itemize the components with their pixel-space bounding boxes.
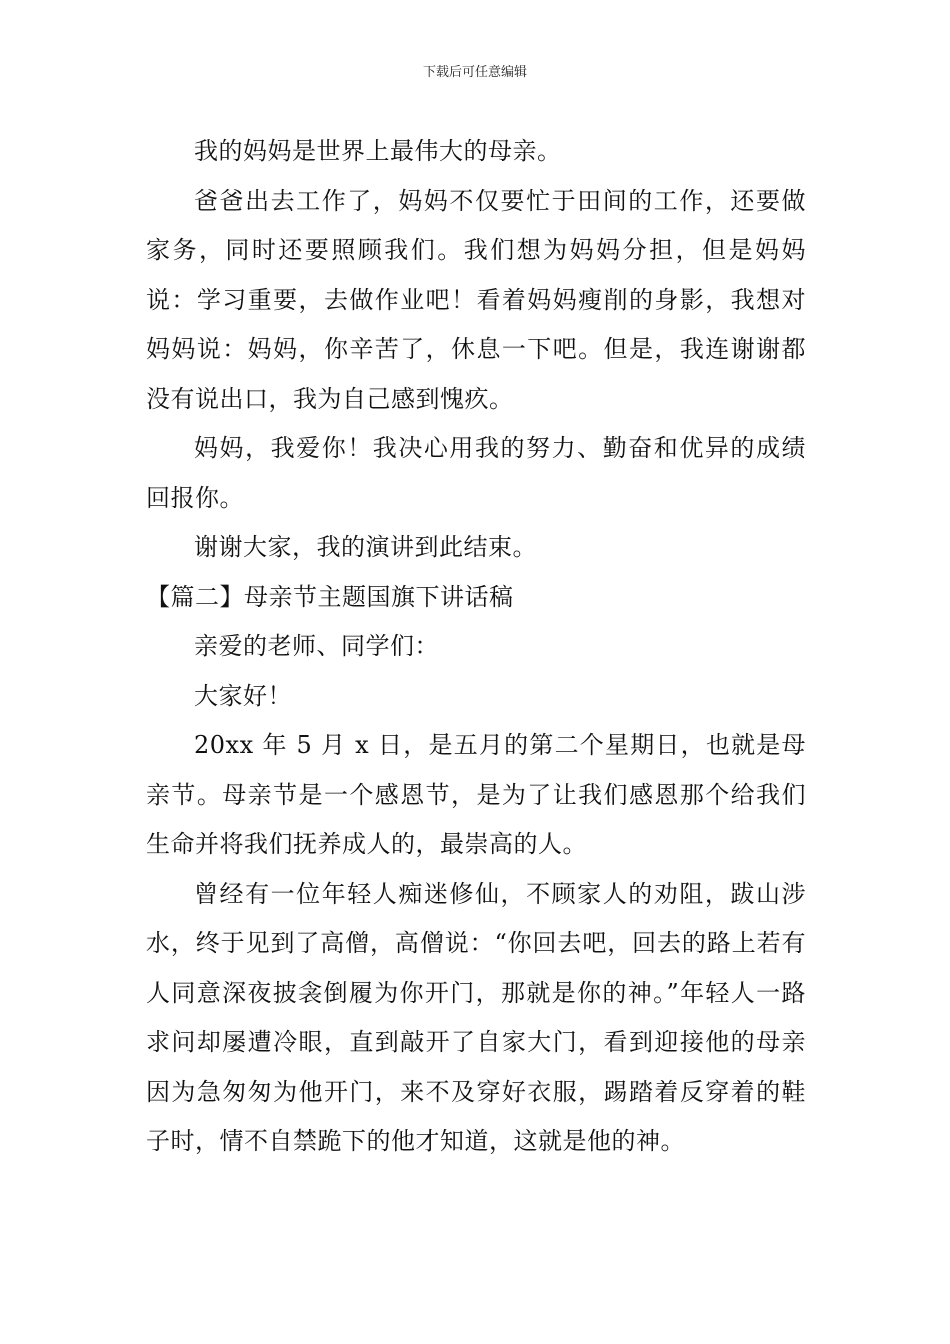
paragraph-4: 谢谢大家，我的演讲到此结束。 bbox=[194, 533, 537, 561]
section-heading: 【篇二】母亲节主题国旗下讲话稿 bbox=[146, 582, 514, 611]
paragraph-2: 爸爸出去工作了，妈妈不仅要忙于田间的工作，还要做家务，同时还要照顾我们。我们想为妈妈分担，但是妈妈说：学习重要，去做作业吧！看着妈妈瘦削的身影，我想对妈妈说：妈妈，你辛苦了，休息一下吧。但是，我连谢谢都没有说出口，我为自己感到愧疚。 bbox=[146, 186, 806, 413]
paragraph-greeting: 亲爱的老师、同学们： bbox=[194, 632, 439, 660]
paragraph-mothers-day: 20xx 年 5 月 x 日，是五月的第二个星期日，也就是母亲节。母亲节是一个感恩节，是为了让我们感恩那个给我们生命并将我们抚养成人的，最崇高的人。 bbox=[146, 731, 806, 858]
paragraph-3: 妈妈，我爱你！我决心用我的努力、勤奋和优异的成绩回报你。 bbox=[146, 434, 806, 512]
page-header: 下载后可任意编辑 bbox=[422, 65, 527, 80]
paragraph-story: 曾经有一位年轻人痴迷修仙，不顾家人的劝阻，跋山涉水，终于见到了高僧，高僧说：“你回去吧，回去的路上若有人同意深夜披衾倒履为你开门，那就是你的神。”年轻人一路求问却屡遭冷眼，直到敲开了自家大门，看到迎接他的母亲因为急匆匆为他开门，来不及穿好衣服，踢踏着反穿着的鞋子时，情不自禁跪下的他才知道，这就是他的神。 bbox=[146, 879, 806, 1155]
paragraph-1: 我的妈妈是世界上最伟大的母亲。 bbox=[194, 137, 562, 165]
document-body bbox=[146, 127, 806, 1167]
paragraph-hello: 大家好！ bbox=[194, 681, 292, 710]
